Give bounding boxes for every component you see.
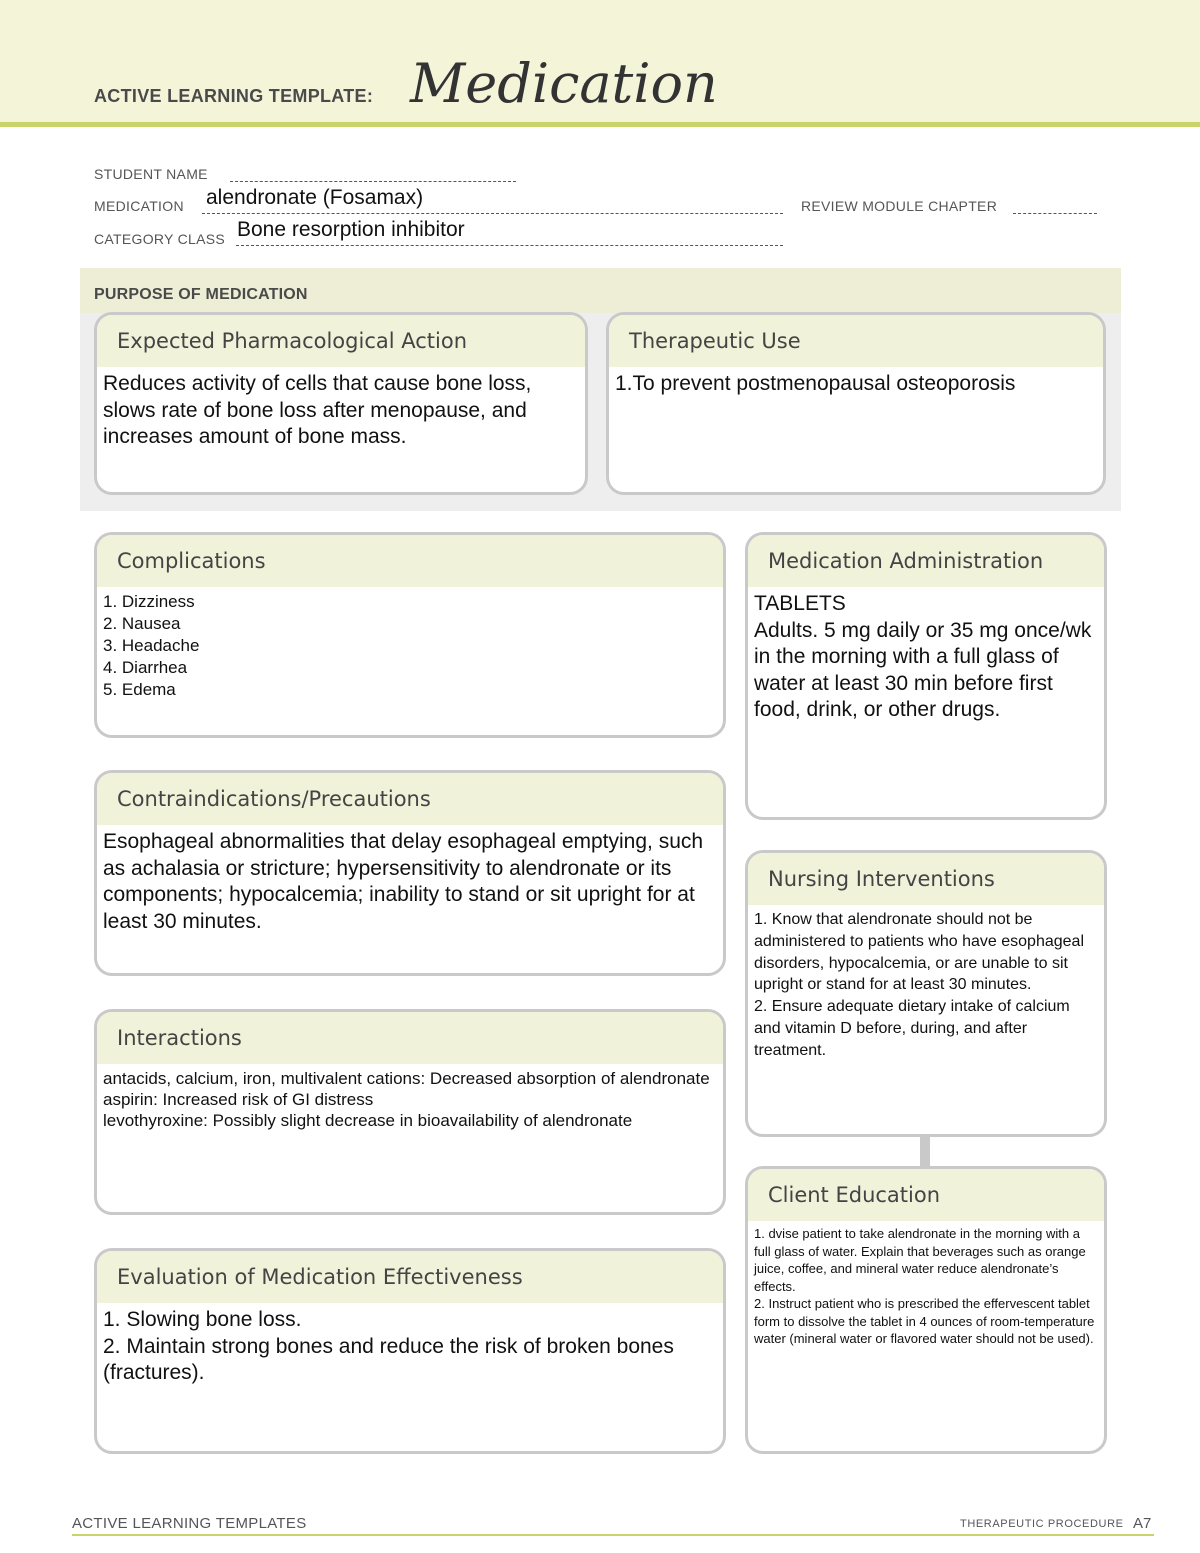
complications-title: Complications [117,549,266,573]
interactions-box [94,1009,726,1215]
complications-header [97,535,723,587]
review-module-label: REVIEW MODULE CHAPTER [801,198,998,214]
complications-box [94,532,726,738]
nursing-interventions-text[interactable]: 1. Know that alendronate should not be administered to patients who have esophageal disorders, hypocalcemia, or are unable to sit upright or stand for at least 30 minutes. 2. Ensure adequate dietary intake of calcium and vitamin D before, during, and after treatment. [754,911,1084,1059]
purpose-heading: PURPOSE OF MEDICATION [94,286,308,303]
footer-rule [72,1534,1154,1536]
expected-action-header [97,315,585,367]
client-education-box [745,1166,1107,1454]
nursing-interventions-header [748,853,1104,905]
category-class-line [236,245,783,246]
header-rule [0,122,1200,127]
medication-value[interactable]: alendronate (Fosamax) [206,186,424,209]
therapeutic-use-header [609,315,1103,367]
interactions-header [97,1012,723,1064]
client-education-text[interactable]: 1. dvise patient to take alendronate in the morning with a full glass of water. Explain that beverages such as orange juice, coffee, and mineral water reduce alendronate’s effects. 2. Instruct patient who is prescribed the effervescent tablet form to dissolve the tablet in 4 ounces of room-temperature water (mineral water or flavored water should not be used). [754,1226,1095,1346]
evaluation-box [94,1248,726,1454]
administration-text[interactable]: TABLETS Adults. 5 mg daily or 35 mg once/wk in the morning with a full glass of water at least 30 min before first food, drink, or other drugs. [754,592,1092,721]
therapeutic-use-text[interactable]: 1.To prevent postmenopausal osteoporosis [615,372,1016,395]
client-education-header [748,1169,1104,1221]
expected-action-text[interactable]: Reduces activity of cells that cause bone loss, slows rate of bone loss after menopause, and increases amount of bone mass. [103,372,532,448]
evaluation-title: Evaluation of Medication Effectiveness [117,1265,523,1289]
contraindications-text[interactable]: Esophageal abnormalities that delay esophageal emptying, such as achalasia or stricture; hypersensitivity to alendronate or its components; hypocalcemia; inability to stand or sit upright for at least 30 minutes. [103,830,704,933]
administration-header [748,535,1104,587]
interactions-text[interactable]: antacids, calcium, iron, multivalent cations: Decreased absorption of alendronate aspirin: Increased risk of GI distress levothyroxine: Possibly slight decrease in bioavailability of alendronate [103,1069,710,1130]
therapeutic-use-box [606,312,1106,495]
footer-right-label: THERAPEUTIC PROCEDURE [960,1518,1124,1530]
client-education-title: Client Education [768,1183,941,1207]
category-class-label: CATEGORY CLASS [94,231,226,247]
medication-line [202,213,783,214]
template-label: ACTIVE LEARNING TEMPLATE: [94,86,374,106]
expected-action-title: Expected Pharmacological Action [117,329,468,353]
administration-box [745,532,1107,820]
complications-text[interactable]: 1. Dizziness 2. Nausea 3. Headache 4. Diarrhea 5. Edema [103,592,200,699]
contraindications-header [97,773,723,825]
contraindications-box [94,770,726,976]
nursing-interventions-box [745,850,1107,1137]
medication-label: MEDICATION [94,198,184,214]
evaluation-header [97,1251,723,1303]
category-class-value[interactable]: Bone resorption inhibitor [237,218,465,241]
contraindications-title: Contraindications/Precautions [117,787,431,811]
template-title: Medication [410,52,718,115]
therapeutic-use-title: Therapeutic Use [629,329,801,353]
student-name-label: STUDENT NAME [94,166,208,182]
interactions-title: Interactions [117,1026,242,1050]
evaluation-text[interactable]: 1. Slowing bone loss. 2. Maintain strong bones and reduce the risk of broken bones (fractures). [103,1308,674,1384]
footer-page-number: A7 [1133,1515,1152,1532]
nursing-interventions-title: Nursing Interventions [768,867,995,891]
review-module-line[interactable] [1013,213,1097,214]
expected-action-box [94,312,588,495]
administration-title: Medication Administration [768,549,1044,573]
footer-left-label: ACTIVE LEARNING TEMPLATES [72,1515,307,1532]
box-connector [920,1135,930,1167]
student-name-line[interactable] [230,181,516,182]
